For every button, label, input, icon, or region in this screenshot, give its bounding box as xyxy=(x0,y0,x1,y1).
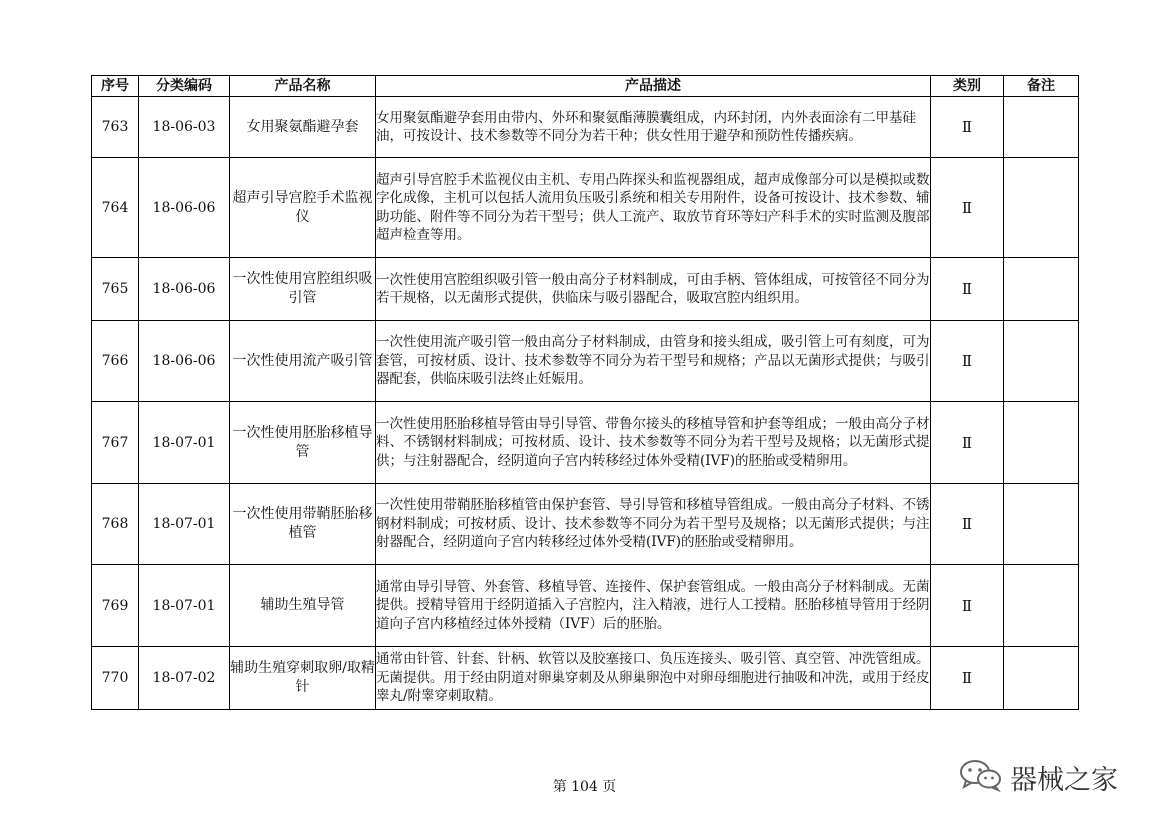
row-category-code: 18-06-03 xyxy=(139,97,230,158)
row-remarks xyxy=(1004,647,1079,710)
row-remarks xyxy=(1004,258,1079,321)
row-remarks xyxy=(1004,402,1079,484)
row-class: Ⅱ xyxy=(931,402,1004,484)
row-product-description: 一次性使用宫腔组织吸引管一般由高分子材料制成，可由手柄、管体组成，可按管径不同分为若干规格，以无菌形式提供，供临床与吸引器配合，吸取宫腔内组织用。 xyxy=(376,258,931,321)
row-serial: 765 xyxy=(92,258,139,321)
header-serial: 序号 xyxy=(92,76,139,97)
row-product-description: 通常由导引导管、外套管、移植导管、连接件、保护套管组成。一般由高分子材料制成。无菌提供。授精导管用于经阴道插入子宫腔内，注入精液，进行人工授精。胚胎移植导管用于经阴道向子宫内移植经过体外授精（IVF）后的胚胎。 xyxy=(376,565,931,647)
row-serial: 768 xyxy=(92,484,139,565)
table-row xyxy=(92,647,1079,710)
row-serial: 766 xyxy=(92,321,139,402)
row-remarks xyxy=(1004,97,1079,158)
table-row xyxy=(92,565,1079,647)
row-category-code: 18-06-06 xyxy=(139,158,230,258)
table-row xyxy=(92,158,1079,258)
table-row xyxy=(92,258,1079,321)
table-row xyxy=(92,402,1079,484)
row-class: Ⅱ xyxy=(931,647,1004,710)
table-row xyxy=(92,321,1079,402)
header-class: 类别 xyxy=(931,76,1004,97)
row-class: Ⅱ xyxy=(931,258,1004,321)
row-product-name: 一次性使用胚胎移植导管 xyxy=(230,402,376,484)
row-product-name: 一次性使用带鞘胚胎移植管 xyxy=(230,484,376,565)
row-remarks xyxy=(1004,158,1079,258)
header-product-name: 产品名称 xyxy=(230,76,376,97)
row-category-code: 18-07-01 xyxy=(139,402,230,484)
row-product-description: 通常由针管、针套、针柄、软管以及胶塞接口、负压连接头、吸引管、真空管、冲洗管组成。无菌提供。用于经由阴道对卵巢穿刺及从卵巢卵泡中对卵母细胞进行抽吸和冲洗，或用于经皮睾丸/附睾穿刺取精。 xyxy=(376,647,931,710)
row-category-code: 18-07-01 xyxy=(139,484,230,565)
row-product-name: 辅助生殖穿刺取卵/取精针 xyxy=(230,647,376,710)
row-class: Ⅱ xyxy=(931,565,1004,647)
header-product-description: 产品描述 xyxy=(376,76,931,97)
watermark-text: 器械之家 xyxy=(1010,764,1118,796)
wechat-icon xyxy=(958,758,1004,796)
row-product-name: 一次性使用流产吸引管 xyxy=(230,321,376,402)
page-number: 第 104 页 xyxy=(552,779,617,795)
row-category-code: 18-07-02 xyxy=(139,647,230,710)
row-class: Ⅱ xyxy=(931,158,1004,258)
row-class: Ⅱ xyxy=(931,97,1004,158)
row-product-description: 一次性使用胚胎移植导管由导引导管、带鲁尔接头的移植导管和护套等组成；一般由高分子材料、不锈钢材料制成；可按材质、设计、技术参数等不同分为若干型号及规格；以无菌形式提供；与注射器配合，经阴道向子宫内转移经过体外受精(IVF)的胚胎或受精卵用。 xyxy=(376,402,931,484)
row-serial: 764 xyxy=(92,158,139,258)
row-product-name: 超声引导宫腔手术监视仪 xyxy=(230,158,376,258)
row-class: Ⅱ xyxy=(931,321,1004,402)
row-class: Ⅱ xyxy=(931,484,1004,565)
row-product-name: 女用聚氨酯避孕套 xyxy=(230,97,376,158)
device-catalog-table xyxy=(91,75,1079,710)
table-header-row xyxy=(92,76,1079,97)
row-product-name: 一次性使用宫腔组织吸引管 xyxy=(230,258,376,321)
header-category-code: 分类编码 xyxy=(139,76,230,97)
row-serial: 770 xyxy=(92,647,139,710)
row-serial: 763 xyxy=(92,97,139,158)
watermark xyxy=(958,757,1118,797)
row-serial: 769 xyxy=(92,565,139,647)
table-row xyxy=(92,97,1079,158)
header-remarks: 备注 xyxy=(1004,76,1079,97)
row-category-code: 18-06-06 xyxy=(139,258,230,321)
table-row xyxy=(92,484,1079,565)
row-product-description: 一次性使用流产吸引管一般由高分子材料制成，由管身和接头组成，吸引管上可有刻度，可为套管，可按材质、设计、技术参数等不同分为若干型号和规格；产品以无菌形式提供；与吸引器配套，供临床吸引法终止妊娠用。 xyxy=(376,321,931,402)
row-category-code: 18-07-01 xyxy=(139,565,230,647)
row-product-description: 超声引导宫腔手术监视仪由主机、专用凸阵探头和监视器组成，超声成像部分可以是模拟或数字化成像，主机可以包括人流用负压吸引系统和相关专用附件，设备可按设计、技术参数、辅助功能、附件等不同分为若干型号；供人工流产、取放节育环等妇产科手术的实时监测及腹部超声检查等用。 xyxy=(376,158,931,258)
row-product-description: 一次性使用带鞘胚胎移植管由保护套管、导引导管和移植导管组成。一般由高分子材料、不锈钢材料制成；可按材质、设计、技术参数等不同分为若干型号及规格；以无菌形式提供；与注射器配合，经阴道向子宫内转移经过体外受精(IVF)的胚胎或受精卵用。 xyxy=(376,484,931,565)
row-product-description: 女用聚氨酯避孕套用由带内、外环和聚氨酯薄膜囊组成，内环封闭，内外表面涂有二甲基硅油，可按设计、技术参数等不同分为若干种；供女性用于避孕和预防性传播疾病。 xyxy=(376,97,931,158)
row-remarks xyxy=(1004,321,1079,402)
row-serial: 767 xyxy=(92,402,139,484)
row-remarks xyxy=(1004,484,1079,565)
row-category-code: 18-06-06 xyxy=(139,321,230,402)
row-remarks xyxy=(1004,565,1079,647)
row-product-name: 辅助生殖导管 xyxy=(230,565,376,647)
